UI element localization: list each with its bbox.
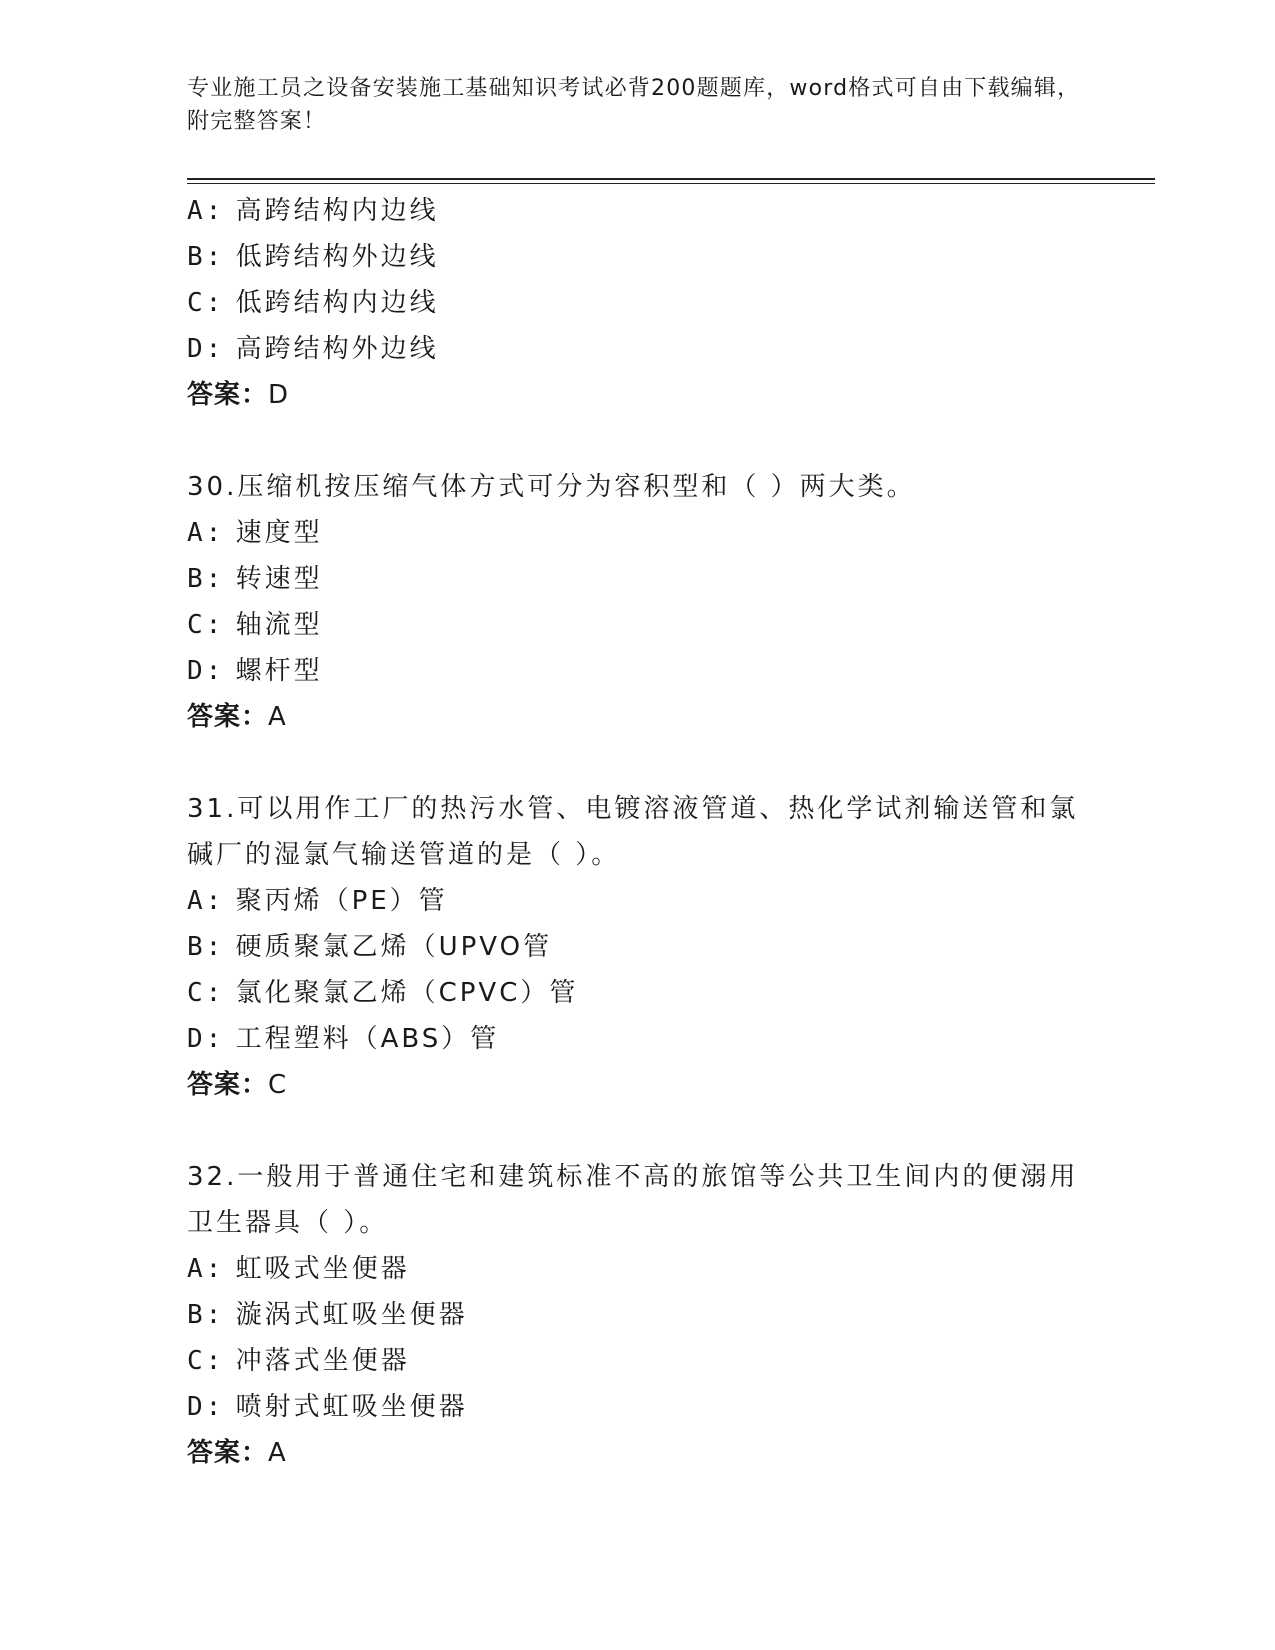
option-key: B: bbox=[187, 1300, 225, 1330]
question-stem: 32.一般用于普通住宅和建筑标准不高的旅馆等公共卫生间内的便溺用卫生器具（ ）。 bbox=[187, 1162, 1079, 1238]
option-b bbox=[187, 1292, 1087, 1338]
answer-label: 答案： bbox=[187, 1070, 269, 1100]
option-key: B: bbox=[187, 242, 225, 272]
option-c bbox=[187, 1338, 1087, 1384]
option-text: 冲落式坐便器 bbox=[235, 1346, 410, 1376]
option-text: 虹吸式坐便器 bbox=[235, 1254, 410, 1284]
option-key: C: bbox=[187, 288, 225, 318]
option-key: A: bbox=[187, 1254, 225, 1284]
option-text: 喷射式虹吸坐便器 bbox=[235, 1392, 468, 1422]
question-30 bbox=[187, 464, 1087, 740]
question-spacer bbox=[187, 740, 1087, 786]
option-b bbox=[187, 234, 1087, 280]
option-text: 漩涡式虹吸坐便器 bbox=[235, 1300, 468, 1330]
question-stem: 30.压缩机按压缩气体方式可分为容积型和（ ）两大类。 bbox=[187, 472, 916, 502]
answer-line bbox=[187, 372, 1087, 418]
option-c bbox=[187, 280, 1087, 326]
question-31 bbox=[187, 786, 1087, 1108]
option-key: D: bbox=[187, 1024, 225, 1054]
question-spacer bbox=[187, 1108, 1087, 1154]
answer-label: 答案： bbox=[187, 1438, 269, 1468]
option-key: A: bbox=[187, 196, 225, 226]
option-d bbox=[187, 1016, 1087, 1062]
option-text: 转速型 bbox=[235, 564, 323, 594]
question-list bbox=[187, 188, 1087, 1476]
option-key: B: bbox=[187, 932, 225, 962]
option-d bbox=[187, 648, 1087, 694]
document-header: 专业施工员之设备安装施工基础知识考试必背200题题库，word格式可自由下载编辑，附完整答案！ bbox=[187, 76, 1081, 134]
question-stem: 31.可以用作工厂的热污水管、电镀溶液管道、热化学试剂输送管和氯碱厂的湿氯气输送管道的是（ ）。 bbox=[187, 794, 1079, 870]
option-b bbox=[187, 556, 1087, 602]
option-key: C: bbox=[187, 610, 225, 640]
option-b bbox=[187, 924, 1087, 970]
option-text: 聚丙烯（PE）管 bbox=[235, 886, 448, 916]
option-key: A: bbox=[187, 518, 225, 548]
answer-value: D bbox=[268, 380, 290, 410]
option-a bbox=[187, 878, 1087, 924]
option-key: A: bbox=[187, 886, 225, 916]
option-key: C: bbox=[187, 1346, 225, 1376]
header-divider-thick bbox=[187, 178, 1155, 180]
option-text: 工程塑料（ABS）管 bbox=[235, 1024, 500, 1054]
option-text: 轴流型 bbox=[235, 610, 323, 640]
answer-line bbox=[187, 1430, 1087, 1476]
question-spacer bbox=[187, 418, 1087, 464]
option-text: 氯化聚氯乙烯（CPVC）管 bbox=[235, 978, 579, 1008]
option-c bbox=[187, 602, 1087, 648]
question-32 bbox=[187, 1154, 1087, 1476]
option-text: 硬质聚氯乙烯（UPVO管 bbox=[235, 932, 553, 962]
option-text: 低跨结构外边线 bbox=[235, 242, 439, 272]
option-c bbox=[187, 970, 1087, 1016]
option-key: D: bbox=[187, 334, 225, 364]
answer-label: 答案： bbox=[187, 380, 269, 410]
option-text: 低跨结构内边线 bbox=[235, 288, 439, 318]
answer-value: C bbox=[268, 1070, 288, 1100]
option-key: D: bbox=[187, 1392, 225, 1422]
answer-line bbox=[187, 694, 1087, 740]
option-text: 螺杆型 bbox=[235, 656, 323, 686]
option-key: B: bbox=[187, 564, 225, 594]
answer-label: 答案： bbox=[187, 702, 269, 732]
option-a bbox=[187, 1246, 1087, 1292]
option-d bbox=[187, 1384, 1087, 1430]
answer-value: A bbox=[268, 1438, 287, 1468]
option-key: D: bbox=[187, 656, 225, 686]
option-text: 速度型 bbox=[235, 518, 323, 548]
option-text: 高跨结构外边线 bbox=[235, 334, 439, 364]
option-a bbox=[187, 510, 1087, 556]
option-text: 高跨结构内边线 bbox=[235, 196, 439, 226]
answer-line bbox=[187, 1062, 1087, 1108]
option-a bbox=[187, 188, 1087, 234]
option-d bbox=[187, 326, 1087, 372]
option-key: C: bbox=[187, 978, 225, 1008]
answer-value: A bbox=[268, 702, 287, 732]
header-divider-thin bbox=[187, 183, 1155, 184]
question-continued bbox=[187, 188, 1087, 418]
